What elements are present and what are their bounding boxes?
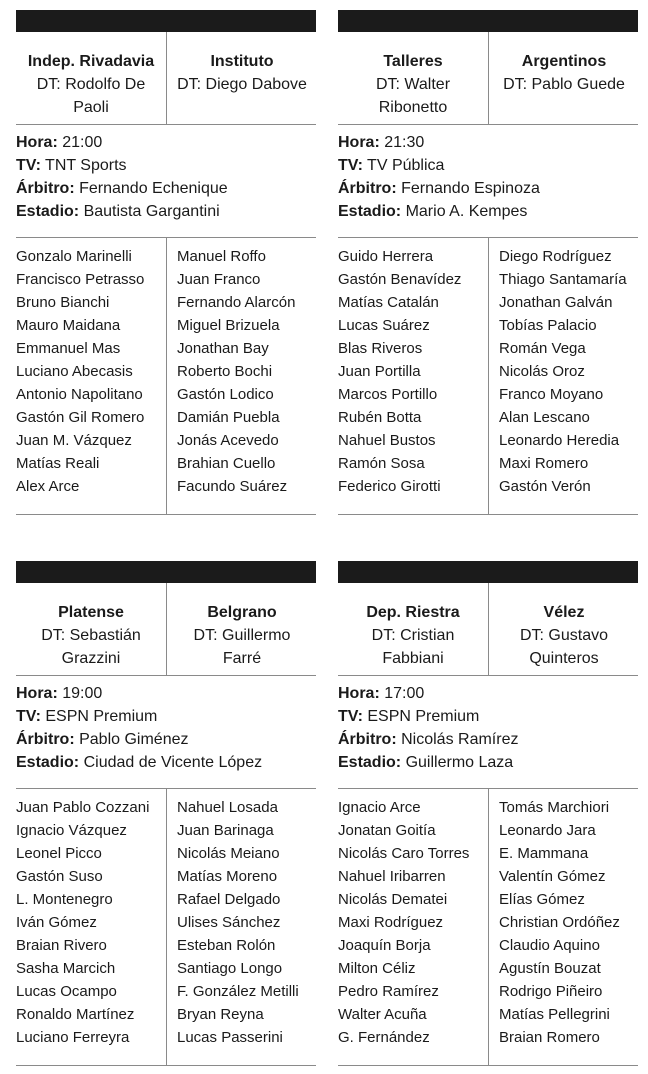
player-name: Franco Moyano	[499, 386, 604, 403]
player-name: Gastón Lodico	[177, 386, 274, 403]
away-team-coach: DT: Diego Dabove	[177, 76, 307, 93]
player-name: E. Mammana	[499, 845, 589, 862]
info-label: TV:	[338, 157, 363, 174]
match-info	[16, 676, 316, 789]
info-line	[338, 705, 638, 728]
player-name: Lucas Ocampo	[16, 983, 117, 1000]
home-team	[16, 601, 166, 670]
info-value: 21:00	[62, 134, 103, 151]
player-name: Walter Acuña	[338, 1006, 427, 1023]
column-divider	[166, 789, 167, 1065]
match-info	[338, 125, 638, 238]
info-line	[16, 154, 316, 177]
player-name: Juan Franco	[177, 271, 261, 288]
away-team	[489, 601, 639, 670]
away-team-name: Belgrano	[207, 604, 277, 621]
home-team-name: Dep. Riestra	[366, 604, 460, 621]
player-name: Nahuel Losada	[177, 799, 278, 816]
player-name: Leonardo Jara	[499, 822, 596, 839]
info-value: Fernando Espinoza	[401, 180, 540, 197]
info-value: Pablo Giménez	[79, 731, 189, 748]
teams-row	[338, 32, 638, 125]
away-team-coach: DT: Gustavo Quinteros	[519, 627, 609, 667]
info-label: Árbitro:	[16, 731, 75, 748]
player-name: Nicolás Meiano	[177, 845, 280, 862]
away-lineup	[177, 245, 295, 498]
player-name: Braian Rivero	[16, 937, 107, 954]
player-name: Maxi Romero	[499, 455, 589, 472]
header-bar	[16, 561, 316, 583]
home-team-name: Indep. Rivadavia	[27, 53, 155, 70]
player-name: Ignacio Vázquez	[16, 822, 127, 839]
player-name: Leonardo Heredia	[499, 432, 620, 449]
header-bar	[16, 10, 316, 32]
player-name: Juan M. Vázquez	[16, 432, 132, 449]
home-team-coach: DT: Rodolfo De Paoli	[36, 76, 146, 116]
info-value: 17:00	[384, 685, 425, 702]
info-line	[338, 682, 638, 705]
info-label: Hora:	[338, 134, 380, 151]
home-lineup	[338, 796, 469, 1049]
home-lineup	[338, 245, 461, 498]
lineups	[338, 789, 638, 1066]
info-label: Estadio:	[16, 754, 80, 771]
info-value: Guillermo Laza	[405, 754, 514, 771]
player-name: Facundo Suárez	[177, 478, 288, 495]
player-name: L. Montenegro	[16, 891, 113, 908]
player-name: Gastón Suso	[16, 868, 103, 885]
home-team-coach: DT: Cristian Fabbiani	[371, 627, 455, 667]
info-value: TNT Sports	[45, 157, 127, 174]
column-divider	[166, 238, 167, 514]
player-name: Ulises Sánchez	[177, 914, 281, 931]
match-card	[338, 561, 638, 1066]
away-team-name: Instituto	[210, 53, 274, 70]
player-name: Nahuel Bustos	[338, 432, 436, 449]
player-name: Matías Moreno	[177, 868, 278, 885]
player-name: Jonás Acevedo	[177, 432, 279, 449]
away-team-name: Argentinos	[521, 53, 607, 70]
column-divider	[488, 238, 489, 514]
player-name: Juan Pablo Cozzani	[16, 799, 150, 816]
player-name: Juan Portilla	[338, 363, 421, 380]
player-name: Jonatan Goitía	[338, 822, 436, 839]
match-card	[338, 10, 638, 515]
player-name: F. González Metilli	[177, 983, 299, 1000]
info-line	[16, 705, 316, 728]
info-value: TV Pública	[367, 157, 445, 174]
player-name: Jonathan Galván	[499, 294, 613, 311]
info-line	[16, 751, 316, 774]
player-name: Iván Gómez	[16, 914, 97, 931]
info-line	[338, 154, 638, 177]
player-name: Braian Romero	[499, 1029, 600, 1046]
player-name: Tomás Marchiori	[499, 799, 610, 816]
player-name: Lucas Passerini	[177, 1029, 283, 1046]
player-name: Matías Reali	[16, 455, 100, 472]
home-team	[338, 50, 488, 119]
info-line	[338, 728, 638, 751]
player-name: Nicolás Oroz	[499, 363, 585, 380]
away-team-name: Vélez	[543, 604, 585, 621]
player-name: Matías Catalán	[338, 294, 439, 311]
lineups	[16, 789, 316, 1066]
player-name: Gastón Gil Romero	[16, 409, 145, 426]
away-lineup	[499, 245, 627, 498]
home-team-name: Platense	[58, 604, 124, 621]
player-name: Blas Riveros	[338, 340, 423, 357]
header-bar	[338, 10, 638, 32]
info-line	[16, 200, 316, 223]
away-team-coach: DT: Guillermo Farré	[193, 627, 291, 667]
player-name: Román Vega	[499, 340, 586, 357]
match-info	[338, 676, 638, 789]
player-name: Leonel Picco	[16, 845, 102, 862]
player-name: Elías Gómez	[499, 891, 585, 908]
player-name: Marcos Portillo	[338, 386, 438, 403]
player-name: Thiago Santamaría	[499, 271, 627, 288]
away-team-coach: DT: Pablo Guede	[503, 76, 625, 93]
home-lineup	[16, 796, 149, 1049]
player-name: Rubén Botta	[338, 409, 422, 426]
info-value: Nicolás Ramírez	[401, 731, 519, 748]
player-name: Damián Puebla	[177, 409, 280, 426]
player-name: Fernando Alarcón	[177, 294, 296, 311]
teams-row	[16, 32, 316, 125]
player-name: Gonzalo Marinelli	[16, 248, 132, 265]
player-name: Alex Arce	[16, 478, 80, 495]
player-name: Alan Lescano	[499, 409, 590, 426]
home-team-coach: DT: Sebastián Grazzini	[41, 627, 141, 667]
info-label: Hora:	[16, 685, 58, 702]
info-label: Hora:	[338, 685, 380, 702]
match-card	[16, 561, 316, 1066]
player-name: Miguel Brizuela	[177, 317, 280, 334]
info-value: 21:30	[384, 134, 425, 151]
info-label: Estadio:	[338, 203, 402, 220]
header-bar	[338, 561, 638, 583]
info-line	[338, 177, 638, 200]
player-name: Pedro Ramírez	[338, 983, 439, 1000]
info-label: Estadio:	[16, 203, 80, 220]
player-name: G. Fernández	[338, 1029, 430, 1046]
lineups	[338, 238, 638, 515]
away-team	[167, 50, 317, 96]
away-lineup	[177, 796, 299, 1049]
player-name: Diego Rodríguez	[499, 248, 612, 265]
player-name: Bryan Reyna	[177, 1006, 264, 1023]
player-name: Manuel Roffo	[177, 248, 266, 265]
player-name: Joaquín Borja	[338, 937, 431, 954]
info-label: TV:	[16, 157, 41, 174]
away-team	[489, 50, 639, 96]
teams-row	[338, 583, 638, 676]
info-label: TV:	[338, 708, 363, 725]
info-label: Estadio:	[338, 754, 402, 771]
match-info	[16, 125, 316, 238]
player-name: Mauro Maidana	[16, 317, 121, 334]
home-team-coach: DT: Walter Ribonetto	[375, 76, 451, 116]
player-name: Emmanuel Mas	[16, 340, 121, 357]
player-name: Maxi Rodríguez	[338, 914, 444, 931]
player-name: Luciano Ferreyra	[16, 1029, 130, 1046]
lineups	[16, 238, 316, 515]
info-value: Ciudad de Vicente López	[83, 754, 263, 771]
info-line	[16, 131, 316, 154]
player-name: Christian Ordóñez	[499, 914, 620, 931]
player-name: Nicolás Caro Torres	[338, 845, 470, 862]
info-label: Árbitro:	[16, 180, 75, 197]
info-value: Bautista Gargantini	[83, 203, 220, 220]
info-value: ESPN Premium	[367, 708, 480, 725]
home-team-name: Talleres	[383, 53, 443, 70]
player-name: Francisco Petrasso	[16, 271, 145, 288]
player-name: Jonathan Bay	[177, 340, 269, 357]
home-team	[16, 50, 166, 119]
info-line	[338, 751, 638, 774]
player-name: Matías Pellegrini	[499, 1006, 610, 1023]
player-name: Juan Barinaga	[177, 822, 274, 839]
player-name: Bruno Bianchi	[16, 294, 110, 311]
player-name: Ronaldo Martínez	[16, 1006, 135, 1023]
player-name: Roberto Bochi	[177, 363, 273, 380]
home-team	[338, 601, 488, 670]
info-line	[16, 728, 316, 751]
info-value: Mario A. Kempes	[405, 203, 528, 220]
info-label: Árbitro:	[338, 731, 397, 748]
info-line	[338, 131, 638, 154]
player-name: Gastón Benavídez	[338, 271, 462, 288]
info-value: Fernando Echenique	[79, 180, 228, 197]
player-name: Antonio Napolitano	[16, 386, 143, 403]
column-divider	[488, 789, 489, 1065]
player-name: Ramón Sosa	[338, 455, 425, 472]
player-name: Nahuel Iribarren	[338, 868, 446, 885]
teams-row	[16, 583, 316, 676]
player-name: Nicolás Dematei	[338, 891, 448, 908]
away-team	[167, 601, 317, 670]
info-label: Hora:	[16, 134, 58, 151]
player-name: Agustín Bouzat	[499, 960, 601, 977]
player-name: Gastón Verón	[499, 478, 591, 495]
player-name: Claudio Aquino	[499, 937, 600, 954]
player-name: Valentín Gómez	[499, 868, 606, 885]
player-name: Esteban Rolón	[177, 937, 276, 954]
match-card	[16, 10, 316, 515]
info-line	[16, 177, 316, 200]
info-label: TV:	[16, 708, 41, 725]
player-name: Guido Herrera	[338, 248, 434, 265]
home-lineup	[16, 245, 144, 498]
info-line	[338, 200, 638, 223]
player-name: Federico Girotti	[338, 478, 441, 495]
player-name: Milton Céliz	[338, 960, 416, 977]
info-value: ESPN Premium	[45, 708, 158, 725]
player-name: Santiago Longo	[177, 960, 283, 977]
player-name: Tobías Palacio	[499, 317, 597, 334]
player-name: Sasha Marcich	[16, 960, 116, 977]
info-line	[16, 682, 316, 705]
info-value: 19:00	[62, 685, 103, 702]
player-name: Rodrigo Piñeiro	[499, 983, 603, 1000]
player-name: Brahian Cuello	[177, 455, 276, 472]
player-name: Lucas Suárez	[338, 317, 430, 334]
player-name: Ignacio Arce	[338, 799, 421, 816]
player-name: Rafael Delgado	[177, 891, 281, 908]
player-name: Luciano Abecasis	[16, 363, 133, 380]
info-label: Árbitro:	[338, 180, 397, 197]
away-lineup	[499, 796, 620, 1049]
